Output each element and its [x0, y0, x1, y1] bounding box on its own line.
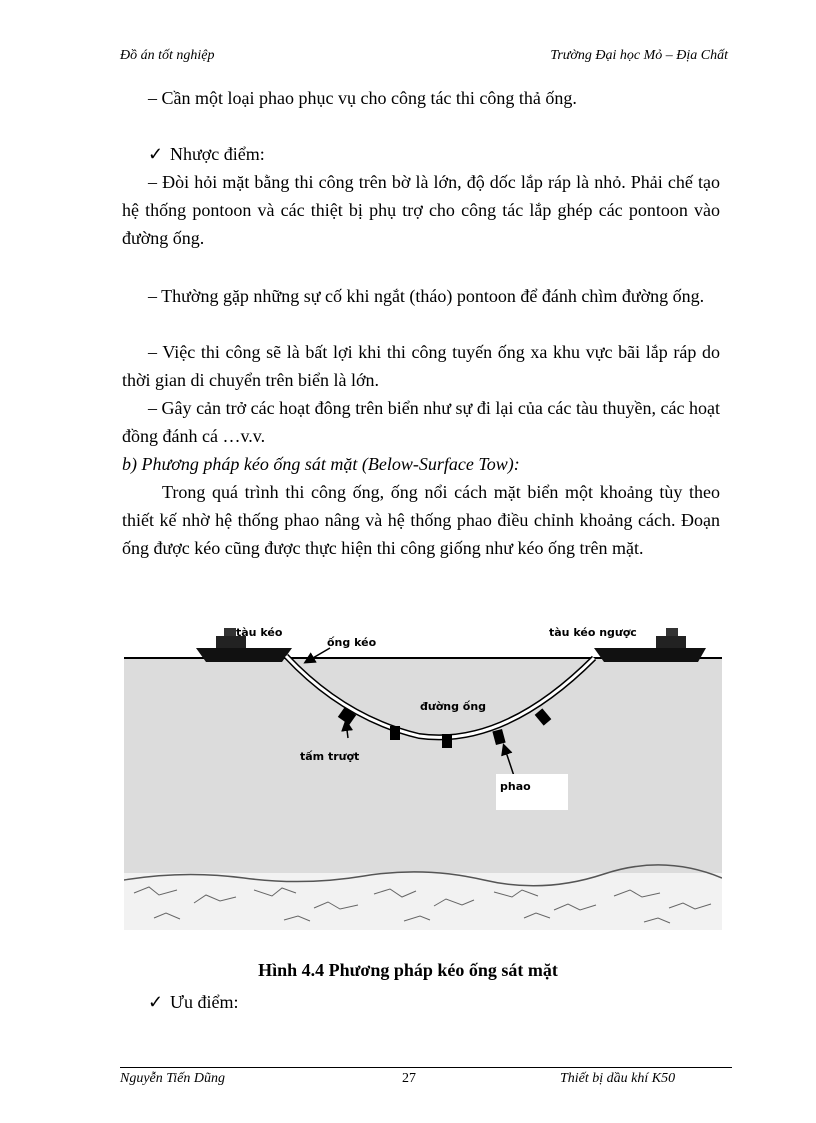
- label-phao: phao: [500, 780, 531, 793]
- footer-divider: [120, 1067, 732, 1068]
- disadvantages-title: Nhược điểm:: [170, 144, 265, 164]
- buoy-block: [442, 734, 452, 748]
- paragraph-dis1: – Đòi hỏi mặt bằng thi công trên bờ là lớn, độ dốc lắp ráp là nhỏ. Phải chế tạo hệ thống pontoon và các thiệt bị phụ trợ cho công tác lắp ghép các pontoon vào đường ống.: [122, 172, 720, 248]
- paragraph-b: Trong quá trình thi công ống, ống nổi cách mặt biển một khoảng tùy theo thiết kế nhờ hệ thống phao nâng và hệ thống phao điều chỉnh khoảng cách. Đoạn ống được kéo cũng được thực hiện thi công giống như kéo ống trên mặt.: [122, 482, 720, 558]
- paragraph-dis3: – Việc thi công sẽ là bất lợi khi thi công tuyến ống xa khu vực bãi lắp ráp do thời gian di chuyển trên biển là lớn.: [122, 342, 720, 390]
- section-b-heading: b) Phương pháp kéo ống sát mặt (Below-Surface Tow):: [122, 454, 520, 474]
- header-right: Trường Đại học Mỏ – Địa Chất: [550, 48, 728, 63]
- advantages-title: Ưu điểm:: [170, 992, 239, 1012]
- checkmark-icon: ✓: [148, 144, 164, 164]
- page-number: 27: [402, 1071, 416, 1086]
- sea-water: [124, 658, 722, 873]
- figure-caption: Hình 4.4 Phương pháp kéo ống sát mặt: [258, 960, 558, 980]
- paragraph-line1: – Cần một loại phao phục vụ cho công tác thi công thả ống.: [148, 88, 577, 108]
- buoy-block: [390, 726, 400, 740]
- label-tau-keo: tàu kéo: [236, 626, 283, 639]
- footer-author: Nguyễn Tiến Dũng: [120, 1071, 225, 1086]
- paragraph-dis2: – Thường gặp những sự cố khi ngắt (tháo) pontoon để đánh chìm đường ống.: [148, 286, 705, 306]
- disadvantages-heading: [148, 140, 265, 168]
- footer-right: Thiết bị dầu khí K50: [560, 1071, 676, 1086]
- header-left: Đồ án tốt nghiệp: [120, 48, 215, 63]
- label-tau-keo-nguoc: tàu kéo ngược: [549, 626, 637, 639]
- label-ong-keo: ống kéo: [327, 636, 377, 649]
- advantages-heading: [148, 988, 238, 1016]
- checkmark-icon: ✓: [148, 992, 164, 1012]
- label-tam-truot: tấm trượt: [300, 750, 360, 763]
- seabed: [124, 873, 722, 930]
- label-duong-ong: đường ống: [420, 700, 487, 713]
- paragraph-dis4: – Gây cản trở các hoạt đông trên biển như sự đi lại của các tàu thuyền, các hoạt đồng đánh cá …v.v.: [122, 398, 720, 446]
- pipeline-tow-diagram: [124, 618, 722, 930]
